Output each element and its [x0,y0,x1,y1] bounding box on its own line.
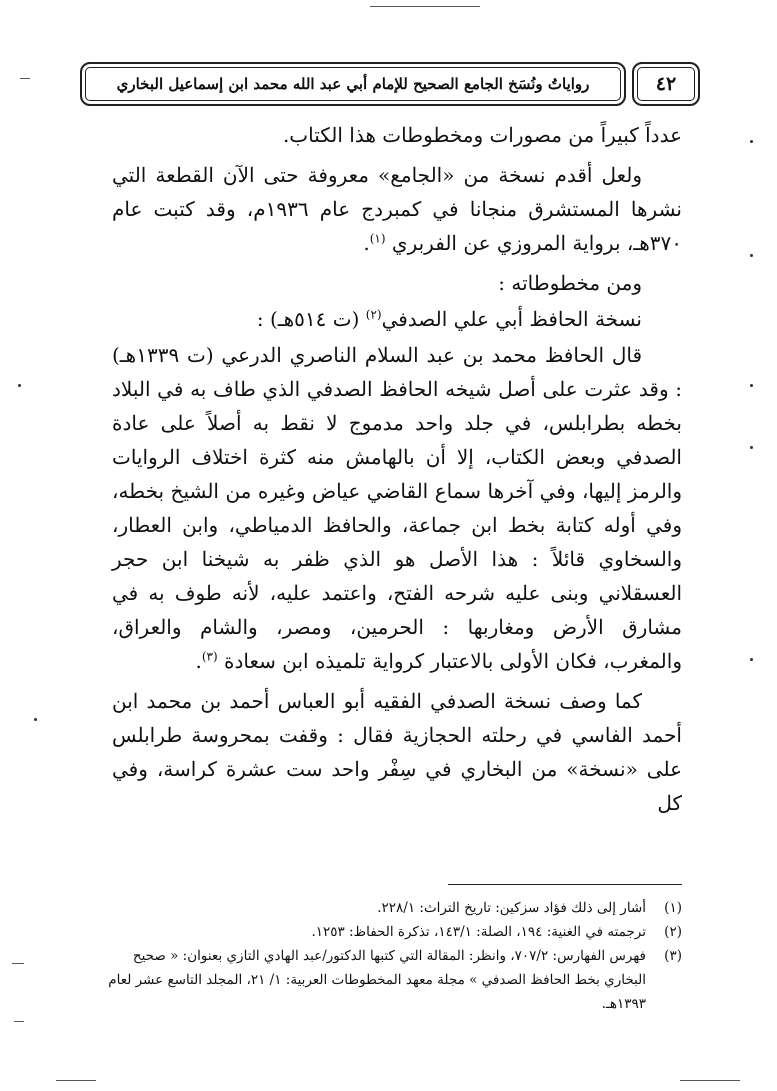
section-heading [112,302,682,336]
footnote-separator [448,884,682,885]
margin-speck [750,140,753,143]
footnote-3 [90,944,682,1016]
footnote-number: (١) [664,900,682,916]
margin-speck [750,658,753,661]
footnote-2 [90,920,682,944]
running-title: رواياتُ ونُسَخ الجامع الصحيح للإمام أبي عبد الله محمد ابن إسماعيل البخاري [80,62,626,106]
margin-speck [12,963,24,964]
paragraph-2-end: . [363,231,370,255]
section-heading-text: نسخة الحافظ أبي علي الصدفي [381,307,642,331]
main-text [112,118,682,826]
footnote-number: (٢) [664,924,682,940]
footnote-ref-2[interactable]: (٢) [365,307,382,322]
footnotes [90,896,682,1016]
footnote-ref-1[interactable]: (١) [369,231,386,246]
footnote-text: فهرس الفهارس: ٧٠٧/٢، وانظر: المقالة التي كتبها الدكتور/عبد الهادي التازي بعنوان: « صحيح البخاري بخط الحافظ الصدفي » مجلة معهد المخطوطات العربية: ١/ ٢١، المجلد التاسع عشر لعام ١٣٩٣هـ. [108,948,646,1012]
paragraph-5-text: قال الحافظ محمد بن عبد السلام الناصري الدرعي (ت ١٣٣٩هـ) : وقد عثرت على أصل شيخه الحافظ الصدفي الذي طاف به في البلاد بخطه بطرابلس، في جلد واحد مدموج لا نقط به أصلاً على عادة الصدفي وبعض الكتاب، إلا أن بالهامش منه كثرة اختلاف الروايات والرمز إليها، وفي آخرها سماع القاضي عياض وغيره من الشيخ بخطه، وفي أوله كتابة بخط ابن جماعة، والحافظ الدمياطي، وابن العطار، والسخاوي قائلاً : هذا الأصل هو الذي ظفر به شيخنا ابن حجر العسقلاني وبنى عليه شرحه الفتح، واعتمد عليه، لأنه طوف به في مشارق الأرض ومغاربها : الحرمين، ومصر، والشام والعراق، والمغرب، فكان الأولى بالاعتبار كرواية تلميذه ابن سعادة [112,343,682,673]
paragraph-2 [112,158,682,260]
margin-speck [750,446,753,449]
margin-speck [14,1021,24,1022]
footnote-ref-3[interactable]: (٣) [201,649,218,664]
footnote-1 [90,896,682,920]
footnote-number: (٣) [664,948,682,964]
scan-edge-mark [56,1080,96,1081]
paragraph-6: كما وصف نسخة الصدفي الفقيه أبو العباس أحمد بن محمد ابن أحمد الفاسي في رحلته الحجازية فقال : وقفت بمحروسة طرابلس على «نسخة» من البخاري في سِفْر واحد ست عشرة كراسة، وفي كل [112,689,682,815]
margin-speck [750,384,753,387]
paragraph-3: ومن مخطوطاته : [498,271,642,295]
running-header [80,62,700,106]
scan-edge-mark [680,1080,740,1081]
paragraph-1: عدداً كبيراً من مصورات ومخطوطات هذا الكتاب. [282,123,682,147]
footnote-text: أشار إلى ذلك فؤاد سزكين: تاريخ التراث: ٢٢٨/١. [377,900,646,916]
section-heading-end: (ت ٥١٤هـ) : [256,307,366,331]
footnote-text: ترجمته في الغنية: ١٩٤، الصلة: ١٤٣/١، تذكرة الحفاظ: ١٢٥٣. [311,924,646,940]
paragraph-2-text: ولعل أقدم نسخة من «الجامع» معروفة حتى الآن القطعة التي نشرها المستشرق منجانا في كمبردج عام ١٩٣٦م، وقد كتبت عام ٣٧٠هـ، برواية المروزي عن الفربري [112,163,682,255]
paragraph-5 [112,338,682,678]
paragraph-5-end: . [195,649,202,673]
margin-speck [34,718,37,721]
scan-edge-mark [370,6,480,7]
margin-speck [18,384,21,387]
margin-speck [750,254,753,257]
page-number: ٤٢ [632,62,700,106]
margin-speck [20,78,30,79]
